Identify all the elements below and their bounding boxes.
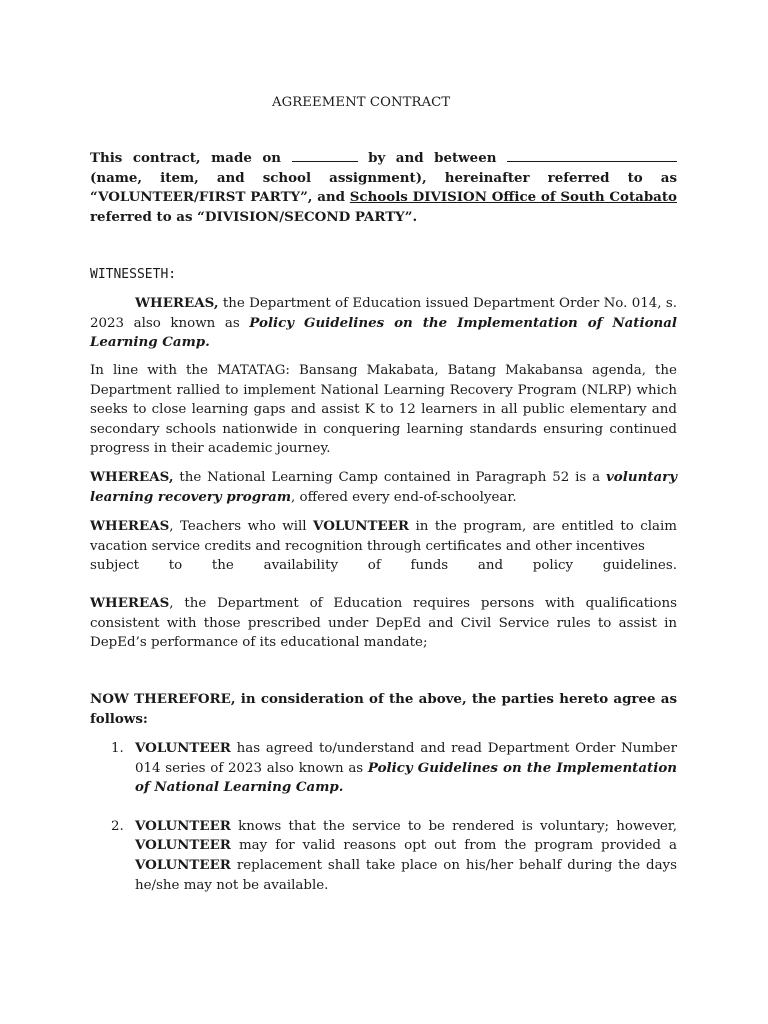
voluntary-program-phrase: voluntary learning recovery program: [90, 469, 677, 505]
whereas-label: WHEREAS,: [90, 469, 174, 485]
policy-guidelines-title: Policy Guidelines on the Implementation of National Learning Camp.: [135, 759, 677, 796]
item-1-text: has agreed to/understand and read Department Order Number 014 series of 2023 also known as: [135, 741, 677, 776]
whereas-label: WHEREAS,: [135, 295, 219, 311]
policy-guidelines-title: Policy Guidelines on the Implementation of National Learning Camp.: [90, 314, 678, 351]
volunteer-term: VOLUNTEER: [313, 518, 409, 534]
now-therefore-clause: NOW THEREFORE, in consideration of the above, the parties hereto agree as follows:: [90, 691, 677, 727]
whereas-1-text: the Department of Education issued Department Order No. 014, s. 2023 also known as: [90, 296, 677, 331]
item-2-text-2: may for valid reasons opt out from the program provided a: [238, 838, 678, 854]
item-2-text-1: knows that the service to be rendered is voluntary; however,: [238, 818, 677, 834]
whereas-label: WHEREAS: [90, 595, 170, 611]
intro-text-1: This contract, made on: [90, 150, 282, 166]
volunteer-term: VOLUNTEER: [135, 740, 231, 756]
witnesseth-heading: WITNESSETH:: [90, 267, 177, 282]
whereas-2-tail: , offered every end-of-schoolyear.: [291, 489, 517, 505]
list-item-number: 1.: [111, 741, 124, 756]
whereas-3-text-2: in the program, are entitled to claim vacation service credits and recognition through certificates and other incentives: [90, 519, 677, 554]
name-blank: [507, 149, 677, 162]
volunteer-term: VOLUNTEER: [135, 817, 231, 834]
division-office-name: Schools DIVISION Office of South Cotabato: [349, 189, 677, 206]
whereas-3-text-1: , Teachers who will: [169, 519, 307, 534]
whereas-2-text: the National Learning Camp contained in Paragraph 52 is a: [179, 470, 601, 485]
whereas-paragraph-1: [90, 294, 677, 353]
intro-text-4: referred to as “DIVISION/SECOND PARTY”.: [90, 208, 418, 225]
list-item-number: 2.: [111, 818, 124, 834]
list-item: [111, 817, 678, 895]
whereas-paragraph-3: [90, 517, 677, 576]
whereas-label: WHEREAS: [90, 518, 170, 534]
whereas-3-last-line: subject to the availability of funds and policy guidelines.: [90, 558, 677, 574]
volunteer-term: VOLUNTEER: [135, 837, 231, 854]
document-title: AGREEMENT CONTRACT: [272, 95, 451, 110]
list-item: [111, 739, 677, 798]
item-2-text-3: replacement shall take place on his/her behalf during the days he/she may not be available.: [135, 857, 677, 893]
matatag-paragraph: In line with the MATATAG: Bansang Makabata, Batang Makabansa agenda, the Department rallied to implement National Learning Recovery Program (NLRP) which seeks to close learning gaps and assist K to 12 learners in all public elementary and secondary schools nationwide in conquering learning standards ensuring continued progress in their academic journey.: [90, 363, 677, 457]
intro-paragraph: [90, 149, 677, 227]
intro-text-2: by and between: [368, 150, 497, 166]
intro-text-3: (name, item, and school assignment), hereinafter referred to as “VOLUNTEER/FIRST PARTY”, and: [90, 169, 677, 206]
volunteer-term: VOLUNTEER: [135, 856, 231, 873]
whereas-paragraph-2: [90, 468, 677, 507]
whereas-4-text: , the Department of Education requires persons with qualifications consistent with those prescribed under DepEd and Civil Service rules to assist in DepEd’s performance of its educational mandate;: [90, 596, 677, 651]
date-blank: [292, 149, 358, 162]
agreement-items-list: [111, 739, 678, 895]
whereas-paragraph-4: [90, 594, 677, 653]
